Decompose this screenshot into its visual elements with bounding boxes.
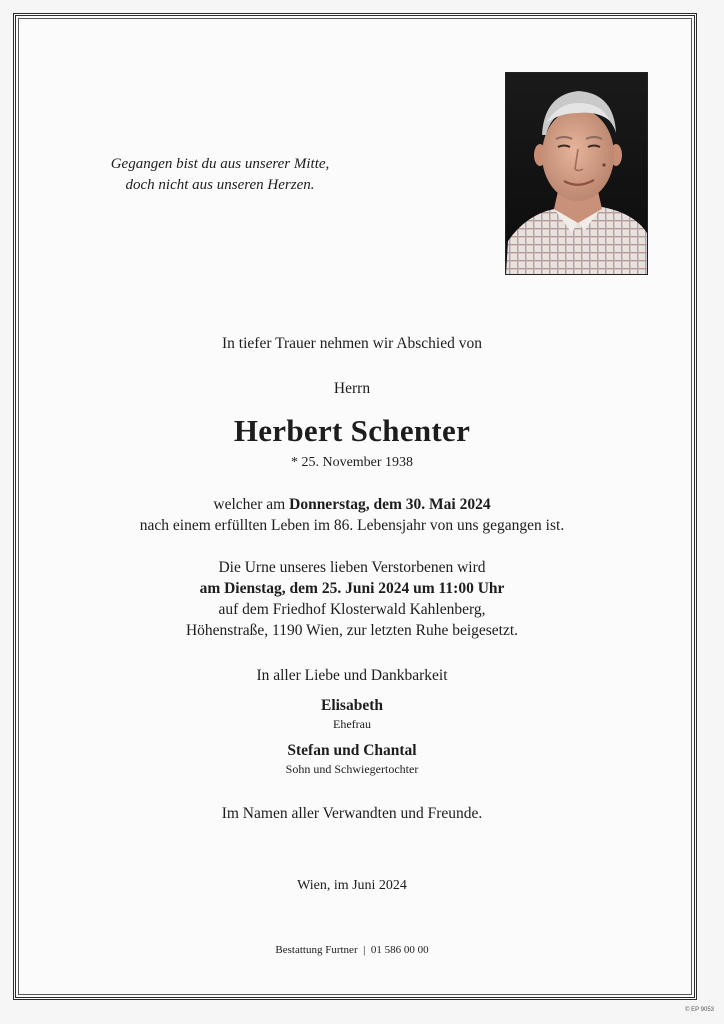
footer-separator: | (363, 944, 366, 956)
closing-text: Im Namen aller Verwandten und Freunde. (221, 805, 483, 822)
birth-date: * 25. November 1938 (290, 455, 414, 470)
quote-line-1: Gegangen bist du aus unserer Mitte, (110, 156, 330, 172)
undertaker-footer (0, 944, 704, 956)
funeral-notice (0, 557, 704, 641)
mourner-relation: Sohn und Schwiegertochter (285, 762, 419, 776)
copyright-mark: © EP 9053 (685, 1007, 714, 1013)
funeral-line-1: Die Urne unseres lieben Verstorbenen wird (218, 559, 486, 576)
undertaker-phone: 01 586 00 00 (370, 944, 429, 956)
death-line-2: nach einem erfüllten Leben im 86. Lebensjahr von uns gegangen ist. (139, 517, 565, 534)
death-date: Donnerstag, dem 30. Mai 2024 (289, 496, 491, 513)
death-notice (0, 494, 704, 536)
mourner-name: Stefan und Chantal (287, 742, 417, 759)
portrait-photo (505, 72, 648, 275)
place-date: Wien, im Juni 2024 (297, 878, 407, 893)
mourners-intro: In aller Liebe und Dankbarkeit (256, 667, 448, 684)
death-pre: welcher am (213, 496, 290, 513)
mourner-name: Elisabeth (320, 697, 383, 714)
deceased-name: Herbert Schenter (233, 413, 471, 448)
death-line-1 (0, 494, 704, 515)
undertaker-name: Bestattung Furtner (275, 944, 358, 956)
memorial-quote (60, 154, 380, 196)
funeral-place: auf dem Friedhof Klosterwald Kahlenberg, (218, 601, 486, 618)
salutation: Herrn (333, 380, 371, 397)
quote-line-2: doch nicht aus unseren Herzen. (125, 177, 315, 193)
intro-text: In tiefer Trauer nehmen wir Abschied von (222, 335, 482, 352)
funeral-address: Höhenstraße, 1190 Wien, zur letzten Ruhe beigesetzt. (185, 622, 519, 639)
funeral-datetime: am Dienstag, dem 25. Juni 2024 um 11:00 Uhr (199, 580, 505, 597)
mourner-relation: Ehefrau (333, 717, 371, 731)
